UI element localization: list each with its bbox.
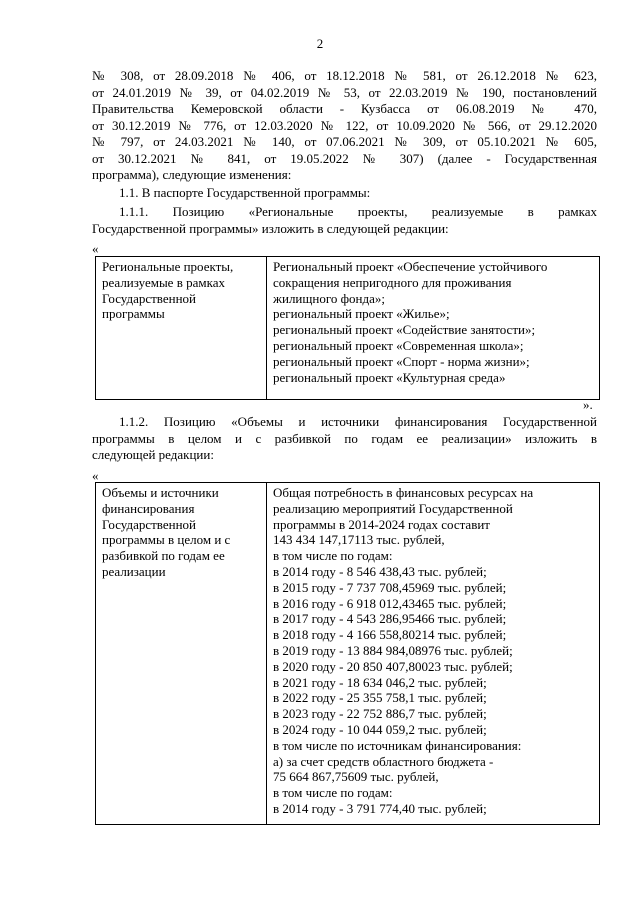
page-number: 2 bbox=[316, 36, 324, 51]
item-1-1-2-line: 1.1.2. Позицию «Объемы и источники финансирования Государственной bbox=[119, 414, 597, 429]
table-cell-label bbox=[96, 483, 267, 825]
cell-line: в том числе по годам: bbox=[273, 548, 393, 564]
intro-line: от 30.12.2021 № 841, от 19.05.2022 № 307) (далее - Государственная bbox=[92, 150, 597, 166]
table-cell-value bbox=[267, 483, 600, 825]
cell-line: в 2024 году - 10 044 059,2 тыс. рублей; bbox=[273, 721, 487, 737]
table-row bbox=[96, 483, 600, 825]
closing-quote: ». bbox=[583, 397, 593, 412]
cell-line: 75 664 867,75609 тыс. рублей, bbox=[273, 769, 439, 785]
item-1-1-1 bbox=[92, 204, 597, 237]
cell-line: региональный проект «Культурная среда» bbox=[273, 369, 506, 385]
table-cell-value bbox=[267, 257, 600, 400]
cell-line: реализацию мероприятий Государственной bbox=[273, 500, 513, 516]
cell-line: в том числе по годам: bbox=[273, 785, 393, 801]
cell-line: разбивкой по годам ее bbox=[102, 548, 225, 564]
item-1-1-1-line: Государственной программы» изложить в следующей редакции: bbox=[92, 220, 449, 236]
intro-line: от 24.01.2019 № 39, от 04.02.2019 № 53, от 22.03.2019 № 190, постановлений bbox=[92, 84, 597, 100]
cell-line: 143 434 147,17113 тыс. рублей, bbox=[273, 532, 445, 548]
table-cell-label bbox=[96, 257, 267, 400]
cell-line: в том числе по источникам финансирования: bbox=[273, 737, 522, 753]
cell-line: программы bbox=[102, 306, 165, 322]
intro-line: программа), следующие изменения: bbox=[92, 167, 292, 182]
intro-line: Правительства Кемеровской области - Кузбасса от 06.08.2019 № 470, bbox=[92, 101, 597, 116]
cell-line: в 2014 году - 3 791 774,40 тыс. рублей; bbox=[273, 800, 487, 816]
cell-line: реализации bbox=[102, 563, 166, 579]
financing-table bbox=[95, 482, 600, 825]
cell-line: региональный проект «Современная школа»; bbox=[273, 337, 524, 353]
cell-line: Общая потребность в финансовых ресурсах на bbox=[273, 485, 534, 500]
cell-line: реализуемые в рамках bbox=[102, 274, 225, 290]
intro-paragraph bbox=[92, 68, 597, 184]
cell-line: в 2020 году - 20 850 407,80023 тыс. рублей; bbox=[273, 658, 513, 674]
item-1-1 bbox=[92, 185, 597, 202]
cell-line: региональный проект «Содействие занятости»; bbox=[273, 322, 536, 338]
cell-line: в 2016 году - 6 918 012,43465 тыс. рублей; bbox=[273, 595, 507, 611]
table-row bbox=[96, 257, 600, 400]
cell-line: в 2017 году - 4 543 286,95466 тыс. рублей; bbox=[273, 611, 507, 627]
intro-line: № 308, от 28.09.2018 № 406, от 18.12.2018 № 581, от 26.12.2018 № 623, bbox=[92, 68, 597, 83]
cell-line: финансирования bbox=[102, 500, 195, 516]
cell-line: в 2014 году - 8 546 438,43 тыс. рублей; bbox=[273, 563, 487, 579]
cell-line: Объемы и источники bbox=[102, 485, 219, 500]
cell-line: Региональный проект «Обеспечение устойчивого bbox=[273, 259, 548, 274]
cell-line: региональный проект «Жилье»; bbox=[273, 306, 450, 322]
cell-line: сокращения непригодного для проживания bbox=[273, 274, 512, 290]
cell-line: в 2018 году - 4 166 558,80214 тыс. рублей; bbox=[273, 627, 507, 643]
cell-line: в 2023 году - 22 752 886,7 тыс. рублей; bbox=[273, 706, 487, 722]
cell-line: Государственной bbox=[102, 516, 197, 532]
cell-line: в 2015 году - 7 737 708,45969 тыс. рублей; bbox=[273, 579, 507, 595]
cell-line: программы в целом и с bbox=[102, 532, 231, 548]
cell-line: жилищного фонда»; bbox=[273, 290, 385, 306]
item-1-1-1-line: 1.1.1. Позицию «Региональные проекты, реализуемые в рамках bbox=[119, 204, 597, 219]
item-1-1-text: 1.1. В паспорте Государственной программы: bbox=[119, 185, 371, 200]
cell-line: программы в 2014-2024 годах составит bbox=[273, 516, 490, 532]
intro-line: № 797, от 24.03.2021 № 140, от 07.06.2021 № 309, от 05.10.2021 № 605, bbox=[92, 134, 597, 149]
cell-line: в 2022 году - 25 355 758,1 тыс. рублей; bbox=[273, 690, 487, 706]
item-1-1-2-line: программы в целом и с разбивкой по годам ее реализации» изложить в bbox=[92, 430, 597, 446]
item-1-1-2 bbox=[92, 414, 597, 464]
regional-projects-table bbox=[95, 256, 600, 400]
cell-line: а) за счет средств областного бюджета - bbox=[273, 753, 494, 769]
opening-quote: « bbox=[92, 241, 99, 256]
item-1-1-2-line: следующей редакции: bbox=[92, 447, 214, 462]
cell-line: в 2019 году - 13 884 984,08976 тыс. рублей; bbox=[273, 642, 513, 658]
intro-line: от 30.12.2019 № 776, от 12.03.2020 № 122, от 10.09.2020 № 566, от 29.12.2020 bbox=[92, 117, 597, 133]
cell-line: Региональные проекты, bbox=[102, 259, 234, 274]
cell-line: в 2021 году - 18 634 046,2 тыс. рублей; bbox=[273, 674, 487, 690]
opening-quote: « bbox=[92, 468, 99, 483]
cell-line: региональный проект «Спорт - норма жизни»; bbox=[273, 353, 530, 369]
cell-line: Государственной bbox=[102, 290, 197, 306]
